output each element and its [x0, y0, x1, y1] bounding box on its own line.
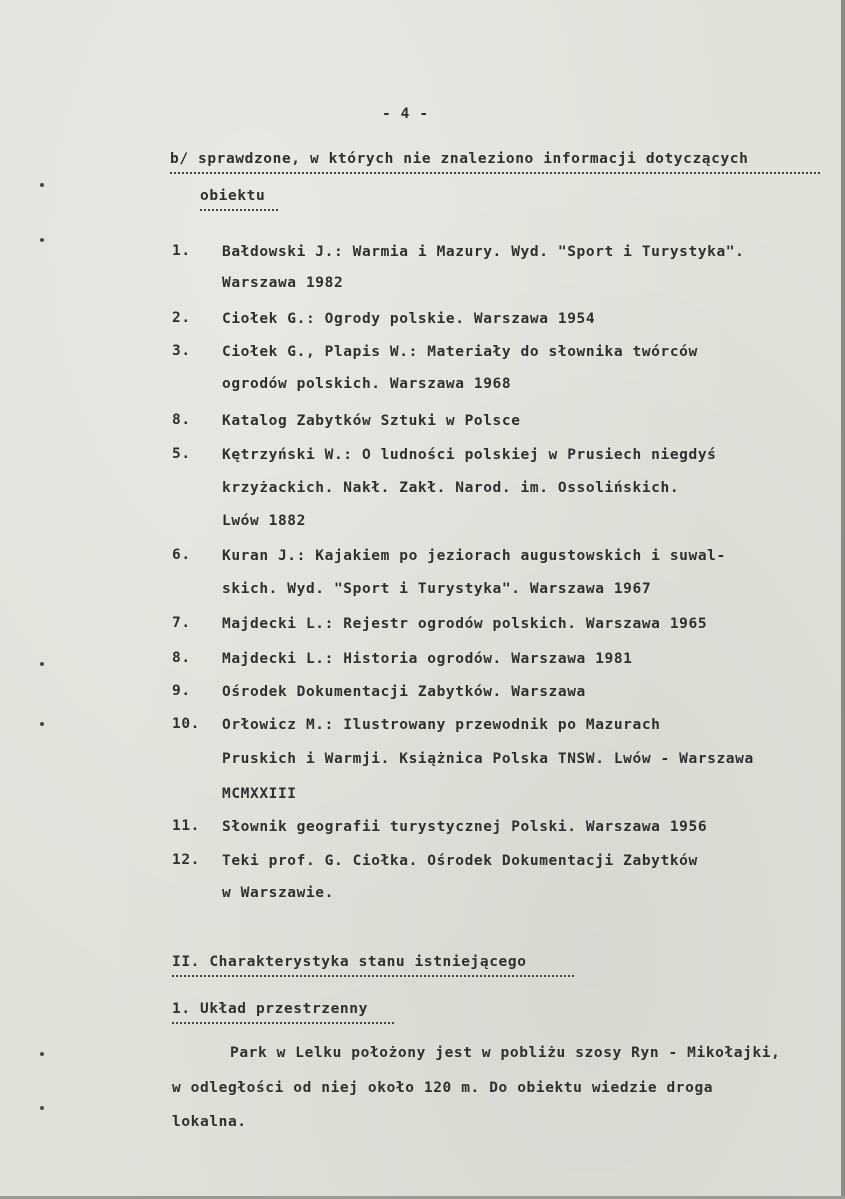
reference-text: Majdecki L.: Rejestr ogrodów polskich. Warszawa 1965	[222, 616, 708, 632]
reference-text: Kętrzyński W.: O ludności polskiej w Prusiech niegdyś	[222, 447, 717, 463]
reference-text: Bałdowski J.: Warmia i Mazury. Wyd. "Sport i Turystyka".	[222, 244, 745, 260]
punch-hole-mark	[40, 238, 44, 242]
section-b-heading-cont: obiektu	[200, 188, 266, 204]
section-b-heading: b/ sprawdzone, w których nie znaleziono informacji dotyczących	[170, 151, 749, 167]
reference-text: Orłowicz M.: Ilustrowany przewodnik po Mazurach	[222, 717, 661, 733]
heading-underline	[172, 975, 574, 980]
page-edge-shadow-right	[841, 0, 845, 1199]
reference-text: Teki prof. G. Ciołka. Ośrodek Dokumentacji Zabytków	[222, 853, 698, 869]
paragraph-line: w odległości od niej około 120 m. Do obiektu wiedzie droga	[172, 1080, 714, 1096]
reference-text: w Warszawie.	[222, 885, 334, 901]
reference-number: 8.	[172, 412, 191, 428]
punch-hole-mark	[40, 662, 44, 666]
paragraph-line: Park w Lelku położony jest w pobliżu szosy Ryn - Mikołajki,	[230, 1045, 781, 1061]
reference-number: 2.	[172, 310, 191, 326]
reference-text: Katalog Zabytków Sztuki w Polsce	[222, 413, 521, 429]
reference-text: MCMXXIII	[222, 786, 297, 802]
reference-text: Kuran J.: Kajakiem po jeziorach augustowskich i suwal-	[222, 548, 726, 564]
reference-text: ogrodów polskich. Warszawa 1968	[222, 376, 512, 392]
heading-underline	[200, 209, 278, 214]
reference-text: Pruskich i Warmji. Książnica Polska TNSW. Lwów - Warszawa	[222, 751, 754, 767]
punch-hole-mark	[40, 1106, 44, 1110]
punch-hole-mark	[40, 1052, 44, 1056]
reference-text: Lwów 1882	[222, 513, 306, 529]
reference-number: 10.	[172, 716, 200, 732]
reference-text: skich. Wyd. "Sport i Turystyka". Warszawa 1967	[222, 581, 652, 597]
page-number: - 4 -	[382, 106, 429, 122]
reference-number: 7.	[172, 615, 191, 631]
reference-text: Słownik geografii turystycznej Polski. Warszawa 1956	[222, 819, 708, 835]
reference-text: Ośrodek Dokumentacji Zabytków. Warszawa	[222, 684, 586, 700]
reference-text: Ciołek G., Plapis W.: Materiały do słownika twórców	[222, 344, 698, 360]
reference-number: 1.	[172, 243, 191, 259]
reference-text: Ciołek G.: Ogrody polskie. Warszawa 1954	[222, 311, 596, 327]
reference-number: 6.	[172, 547, 191, 563]
section-II-heading: II. Charakterystyka stanu istniejącego	[172, 954, 527, 970]
reference-text: Majdecki L.: Historia ogrodów. Warszawa 1981	[222, 651, 633, 667]
reference-number: 5.	[172, 446, 191, 462]
heading-underline	[170, 172, 820, 177]
reference-number: 9.	[172, 683, 191, 699]
paragraph-line: lokalna.	[172, 1114, 247, 1130]
reference-text: krzyżackich. Nakł. Zakł. Narod. im. Ossolińskich.	[222, 480, 680, 496]
subsection-1-heading: 1. Układ przestrzenny	[172, 1001, 368, 1017]
reference-number: 12.	[172, 852, 200, 868]
heading-underline	[172, 1022, 394, 1027]
reference-number: 3.	[172, 343, 191, 359]
reference-number: 11.	[172, 818, 200, 834]
reference-number: 8.	[172, 650, 191, 666]
reference-text: Warszawa 1982	[222, 275, 344, 291]
punch-hole-mark	[40, 183, 44, 187]
punch-hole-mark	[40, 722, 44, 726]
